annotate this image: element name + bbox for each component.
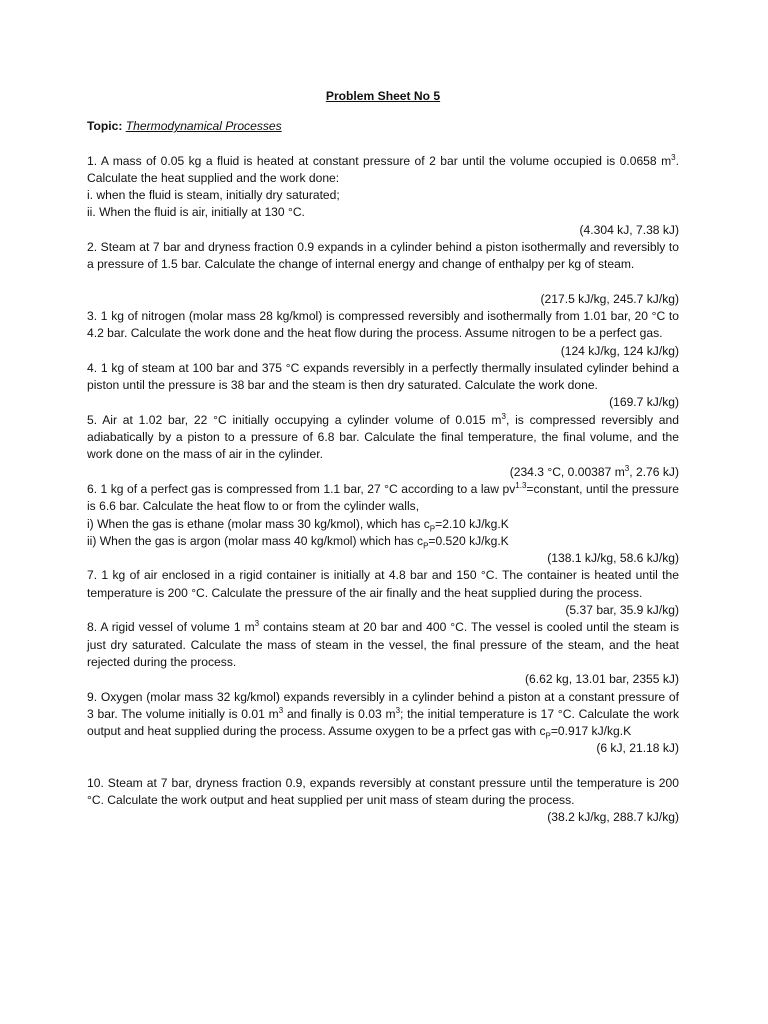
problem-7: 7. 1 kg of air enclosed in a rigid container is initially at 4.8 bar and 150 °C. The container is heated until the temperature is 200 °C. Calculate the pressure of the air finally and the heat supplied during the process. — [87, 568, 679, 600]
problem-1-case-ii: ii. When the fluid is air, initially at 130 °C. — [87, 205, 305, 220]
problem-9-text-b: and finally is 0.03 m — [283, 706, 396, 721]
problem-8-text-a: 8. A rigid vessel of volume 1 m — [87, 620, 255, 635]
topic-value: Thermodynamical Processes — [125, 119, 282, 134]
problem-9-answer: (6 kJ, 21.18 kJ) — [596, 741, 679, 756]
problem-6-answer: (138.1 kJ/kg, 58.6 kJ/kg) — [547, 551, 679, 566]
problem-3: 3. 1 kg of nitrogen (molar mass 28 kg/kmol) is compressed reversibly and isothermally from 1.01 bar, 20 °C to 4.2 bar. Calculate the work done and the heat flow during the process. Assume nitrogen to be a perfect gas. — [87, 308, 679, 341]
topic-line — [87, 118, 679, 135]
problem-2-answer: (217.5 kJ/kg, 245.7 kJ/kg) — [540, 291, 679, 306]
problem-9-sup-1: 3 — [278, 705, 284, 715]
topic-label: Topic: — [87, 119, 123, 134]
problem-6-case-ii-b: =0.520 kJ/kg.K — [428, 533, 509, 548]
problem-6-case-ii-a: ii) When the gas is argon (molar mass 40 kg/kmol) which has c — [87, 533, 424, 548]
problem-1 — [87, 153, 679, 222]
problem-1-text-a: 1. A mass of 0.05 kg a fluid is heated at constant pressure of 2 bar until the volume occupied is 0.0658 m — [87, 153, 672, 168]
problem-6-case-i-a: i) When the gas is ethane (molar mass 30 kg/kmol), which has c — [87, 516, 430, 531]
problem-6-text-a: 6. 1 kg of a perfect gas is compressed from 1.1 bar, 27 °C according to a law pv — [87, 481, 516, 496]
problem-5-answer-b: , 2.76 kJ) — [629, 464, 679, 479]
problem-6-case-i — [87, 516, 679, 533]
problem-1-sup: 3 — [671, 152, 676, 162]
problem-sheet — [87, 88, 679, 827]
problem-9-text-c: ; the initial temperature is 17 °C. Calculate the work output and heat supplied during the process. Assume oxygen to be a prfect gas with c — [87, 706, 679, 739]
problem-7-answer: (5.37 bar, 35.9 kJ/kg) — [565, 603, 679, 618]
problem-5-answer — [87, 464, 679, 481]
problem-10: 10. Steam at 7 bar, dryness fraction 0.9, expands reversibly at constant pressure until the temperature is 200 °C. Calculate the work output and heat supplied per unit mass of steam during the process. — [87, 775, 679, 807]
problem-3-answer: (124 kJ/kg, 124 kJ/kg) — [560, 343, 679, 358]
problem-6-sup: 1.3 — [515, 480, 527, 490]
problem-8-sup: 3 — [254, 619, 260, 629]
problem-6-text-b: =constant, until the pressure is 6.6 bar. Calculate the heat flow to or from the cylinder walls, — [87, 481, 679, 514]
problem-1-text-b: . Calculate the heat supplied and the work done: — [87, 153, 679, 185]
problem-4-answer: (169.7 kJ/kg) — [609, 395, 679, 410]
problem-1-answer: (4.304 kJ, 7.38 kJ) — [579, 222, 679, 237]
problem-6-case-i-b: =2.10 kJ/kg.K — [435, 516, 509, 531]
problem-2: 2. Steam at 7 bar and dryness fraction 0.9 expands in a cylinder behind a piston isothermally and reversibly to a pressure of 1.5 bar. Calculate the change of internal energy and change of enthalpy per kg of steam. — [87, 240, 679, 272]
problem-1-case-i: i. when the fluid is steam, initially dry saturated; — [87, 188, 340, 203]
problem-8-text-b: contains steam at 20 bar and 400 °C. The vessel is cooled until the steam is just dry saturated. Calculate the mass of steam in the vessel, the final pressure of the steam, and the heat rejected during the process. — [87, 620, 679, 669]
page-title: Problem Sheet No 5 — [325, 89, 441, 103]
problem-6-case-ii-sub: P — [423, 541, 429, 551]
problem-6-case-i-sub: P — [429, 523, 436, 533]
problem-9-text-a: 9. Oxygen (molar mass 32 kg/kmol) expands reversibly in a cylinder behind a piston at a constant pressure of 3 bar. The volume initially is 0.01 m — [87, 689, 679, 721]
problem-9-sup-2: 3 — [395, 705, 401, 715]
problem-9 — [87, 689, 679, 741]
problem-4: 4. 1 kg of steam at 100 bar and 375 °C expands reversibly in a perfectly thermally insulated cylinder behind a piston until the pressure is 38 bar and the steam is then dry saturated. Calculate the work done. — [87, 360, 679, 393]
problem-5-sup: 3 — [501, 411, 506, 421]
problem-5-answer-a: (234.3 °C, 0.00387 m — [509, 464, 625, 479]
problem-9-text-d: =0.917 kJ/kg.K — [550, 724, 632, 739]
problem-5-text-b: , is compressed reversibly and adiabatically by a piston to a pressure of 6.8 bar. Calculate the final temperature, the final volume, and the work done on the mass of air in the cylinder. — [87, 412, 679, 462]
spacer — [87, 758, 679, 775]
problem-6 — [87, 481, 679, 550]
problem-6-case-ii — [87, 533, 679, 550]
problem-8-answer: (6.62 kg, 13.01 bar, 2355 kJ) — [525, 672, 679, 687]
problem-5-answer-sup: 3 — [624, 463, 630, 473]
problem-5 — [87, 412, 679, 464]
problem-5-text-a: 5. Air at 1.02 bar, 22 °C initially occupying a cylinder volume of 0.015 m — [87, 412, 502, 427]
spacer — [87, 274, 679, 291]
problem-10-answer: (38.2 kJ/kg, 288.7 kJ/kg) — [547, 810, 679, 825]
problem-9-sub: P — [545, 731, 551, 741]
problem-8 — [87, 619, 679, 671]
